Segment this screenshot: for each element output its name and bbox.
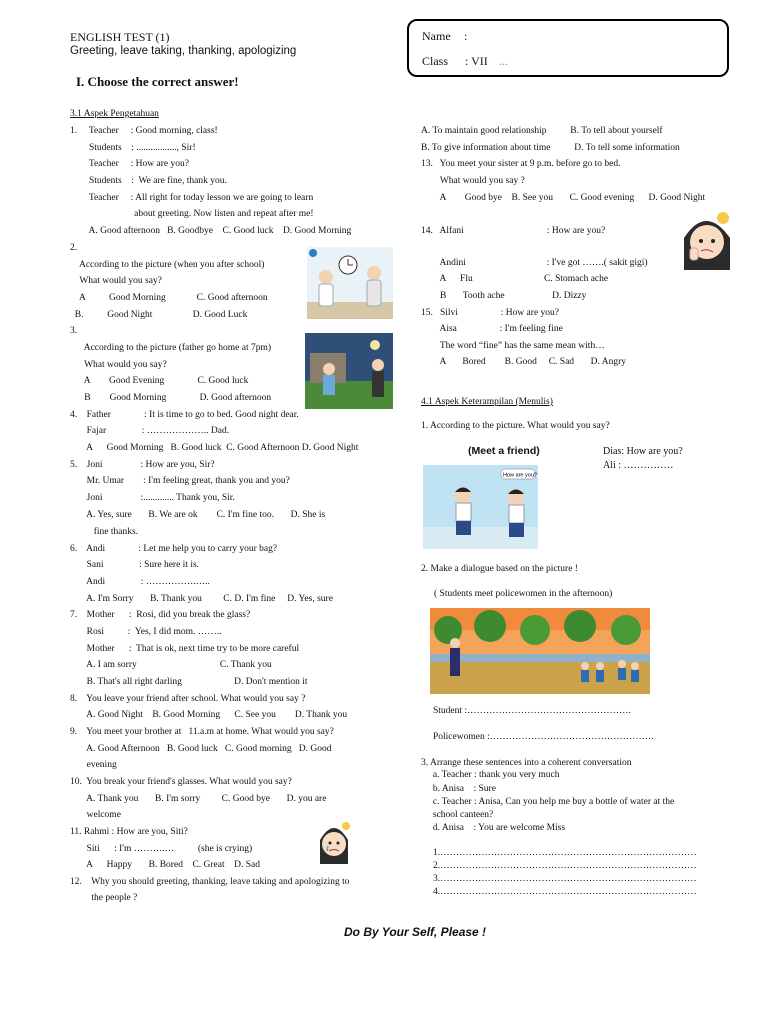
left-line: A Happy B. Bored C. Great D. Sad	[70, 860, 260, 870]
speech-bubble: How are you?	[503, 472, 537, 479]
left-line: about greeting. Now listen and repeat after me!	[70, 209, 314, 219]
left-line: 12. Why you should greeting, thanking, leave taking and apologizing to	[70, 877, 350, 887]
right-line: 14. Alfani : How are you?	[421, 226, 606, 236]
left-line: 11. Rahmi : How are you, Siti?	[70, 827, 188, 837]
left-line: B. Good Night D. Good Luck	[70, 310, 248, 320]
left-line: A. Yes, sure B. We are ok C. I'm fine too. D. She is	[70, 510, 326, 520]
meet-friend-picture	[423, 465, 538, 549]
right-line: B. To give information about time D. To tell some information	[421, 143, 680, 153]
footer-note: Do By Your Self, Please !	[344, 925, 487, 939]
left-line: Students : ................., Sir!	[70, 143, 196, 153]
left-line: 4. Father : It is time to go to bed. Good night dear.	[70, 410, 299, 420]
left-line: A. Thank you B. I'm sorry C. Good bye D. you are	[70, 794, 327, 804]
left-line: 5. Joni : How are you, Sir?	[70, 460, 215, 470]
right-line: A Bored B. Good C. Sad D. Angry	[421, 357, 627, 367]
right-line: A Flu C. Stomach ache	[421, 274, 609, 284]
left-line: welcome	[70, 810, 121, 820]
right-line: A. To maintain good relationship B. To tell about yourself	[421, 126, 663, 136]
policewomen-line: Policewomen :…………………………………………….	[433, 732, 654, 742]
writing-q1: 1. According to the picture. What would you say?	[421, 421, 610, 431]
meet-friend-caption: (Meet a friend)	[468, 445, 540, 457]
left-line: evening	[70, 760, 117, 770]
left-line: A Good Morning C. Good afternoon	[70, 293, 268, 303]
right-line: B Tooth ache D. Dizzy	[421, 291, 587, 301]
left-line: Teacher : How are you?	[70, 159, 189, 169]
left-line: Students : We are fine, thank you.	[70, 176, 227, 186]
class-dots: ...	[499, 54, 508, 68]
left-line: Sani : Sure here it is.	[70, 560, 200, 570]
right-line: Aisa : I'm feeling fine	[421, 324, 563, 334]
writing-q2-note: ( Students meet policewomen in the afternoon)	[434, 589, 613, 599]
answer-line: 1.………………………………………………………………………	[433, 848, 697, 858]
writing-q3: 3. Arrange these sentences into a coherent conversation	[421, 758, 632, 768]
left-line: B. That's all right darling D. Don't mention it	[70, 677, 308, 687]
student-line: Student :…………………………………………….	[433, 706, 631, 716]
q3-line: c. Teacher : Anisa, Can you help me buy a bottle of water at the	[421, 797, 675, 807]
left-line: Mother : That is ok, next time try to be more careful	[70, 644, 300, 654]
left-line: Fajar : ……………….. Dad.	[70, 426, 230, 436]
aspect-writing: 4.1 Aspek Keterampilan (Menulis)	[421, 397, 553, 407]
name-class-box	[407, 19, 729, 77]
left-line: According to the picture (when you after school)	[70, 260, 265, 270]
left-line: According to the picture (father go home at 7pm)	[70, 343, 272, 353]
ali-line: Ali : ……………	[603, 460, 674, 471]
right-line: What would you say ?	[421, 176, 525, 186]
left-line: What would you say?	[70, 360, 167, 370]
left-line: A Good Morning B. Good luck C. Good Afternoon D. Good Night	[70, 443, 359, 453]
left-line: fine thanks.	[70, 527, 139, 537]
left-line: 6. Andi : Let me help you to carry your bag?	[70, 544, 278, 554]
q3-line: a. Teacher : thank you very much	[421, 770, 560, 780]
q3-line: d. Anisa : You are welcome Miss	[421, 823, 566, 833]
name-colon: :	[464, 29, 468, 43]
left-line: A. Good Afternoon B. Good luck C. Good morning D. Good	[70, 744, 332, 754]
section-title: I. Choose the correct answer!	[76, 74, 239, 89]
q3-line: school canteen?	[421, 810, 494, 820]
left-line: 1. Teacher : Good morning, class!	[70, 126, 218, 136]
right-line: Andini : I've got …….( sakit gigi)	[421, 258, 648, 268]
right-line: 13. You meet your sister at 9 p.m. before go to bed.	[421, 159, 621, 169]
writing-q2: 2. Make a dialogue based on the picture !	[421, 564, 578, 574]
left-line: A. I am sorry C. Thank you	[70, 660, 272, 670]
policewomen-picture	[430, 608, 650, 694]
left-line: 10. You break your friend's glasses. What would you say?	[70, 777, 292, 787]
left-line: What would you say?	[70, 276, 162, 286]
left-line: A Good Evening C. Good luck	[70, 376, 249, 386]
name-label: Name	[422, 29, 451, 43]
left-line: 7. Mother : Rosi, did you break the glass?	[70, 610, 251, 620]
toothache-girl-picture	[676, 210, 738, 276]
answer-line: 2.………………………………………………………………………	[433, 861, 697, 871]
dias-line: Dias: How are you?	[603, 446, 683, 457]
class-value: : VII	[465, 54, 488, 68]
left-line: Rosi : Yes, I did mom. ……..	[70, 627, 222, 637]
left-line: 9. You meet your brother at 11.a.m at home. What would you say?	[70, 727, 334, 737]
left-line: the people ?	[70, 893, 138, 903]
right-line: The word “fine” has the same mean with…	[421, 341, 605, 351]
aspect-knowledge: 3.1 Aspek Pengetahuan	[70, 109, 159, 119]
left-line: A. Good afternoon B. Goodbye C. Good luck D. Good Morning	[70, 226, 352, 236]
right-line: A Good bye B. See you C. Good evening D. Good Night	[421, 193, 706, 203]
left-line: 2.	[70, 243, 78, 253]
test-subtitle: Greeting, leave taking, thanking, apologizing	[70, 45, 297, 57]
left-line: Joni :............. Thank you, Sir.	[70, 493, 235, 503]
left-line: A. Good Night B. Good Morning C. See you D. Thank you	[70, 710, 348, 720]
left-line: Andi : …………….…..	[70, 577, 210, 587]
class-label: Class	[422, 54, 449, 68]
test-title: ENGLISH TEST (1)	[70, 30, 170, 44]
left-line: B Good Morning D. Good afternoon	[70, 393, 272, 403]
left-line: A. I'm Sorry B. Thank you C. D. I'm fine D. Yes, sure	[70, 594, 333, 604]
q3-line: b. Anisa : Sure	[421, 784, 496, 794]
left-line: 3.	[70, 326, 78, 336]
answer-line: 4.………………………………………………………………………	[433, 887, 697, 897]
left-line: Siti : I'm ……….… (she is crying)	[70, 844, 253, 854]
evening-picture	[305, 333, 393, 409]
left-line: Mr. Umar : I'm feeling great, thank you and you?	[70, 476, 290, 486]
left-line: Teacher : All right for today lesson we are going to learn	[70, 193, 314, 203]
crying-girl-picture	[314, 820, 354, 868]
after-school-picture	[307, 247, 393, 319]
right-line: 15. Silvi : How are you?	[421, 308, 560, 318]
left-line: 8. You leave your friend after school. What would you say ?	[70, 694, 306, 704]
answer-line: 3.………………………………………………………………………	[433, 874, 697, 884]
